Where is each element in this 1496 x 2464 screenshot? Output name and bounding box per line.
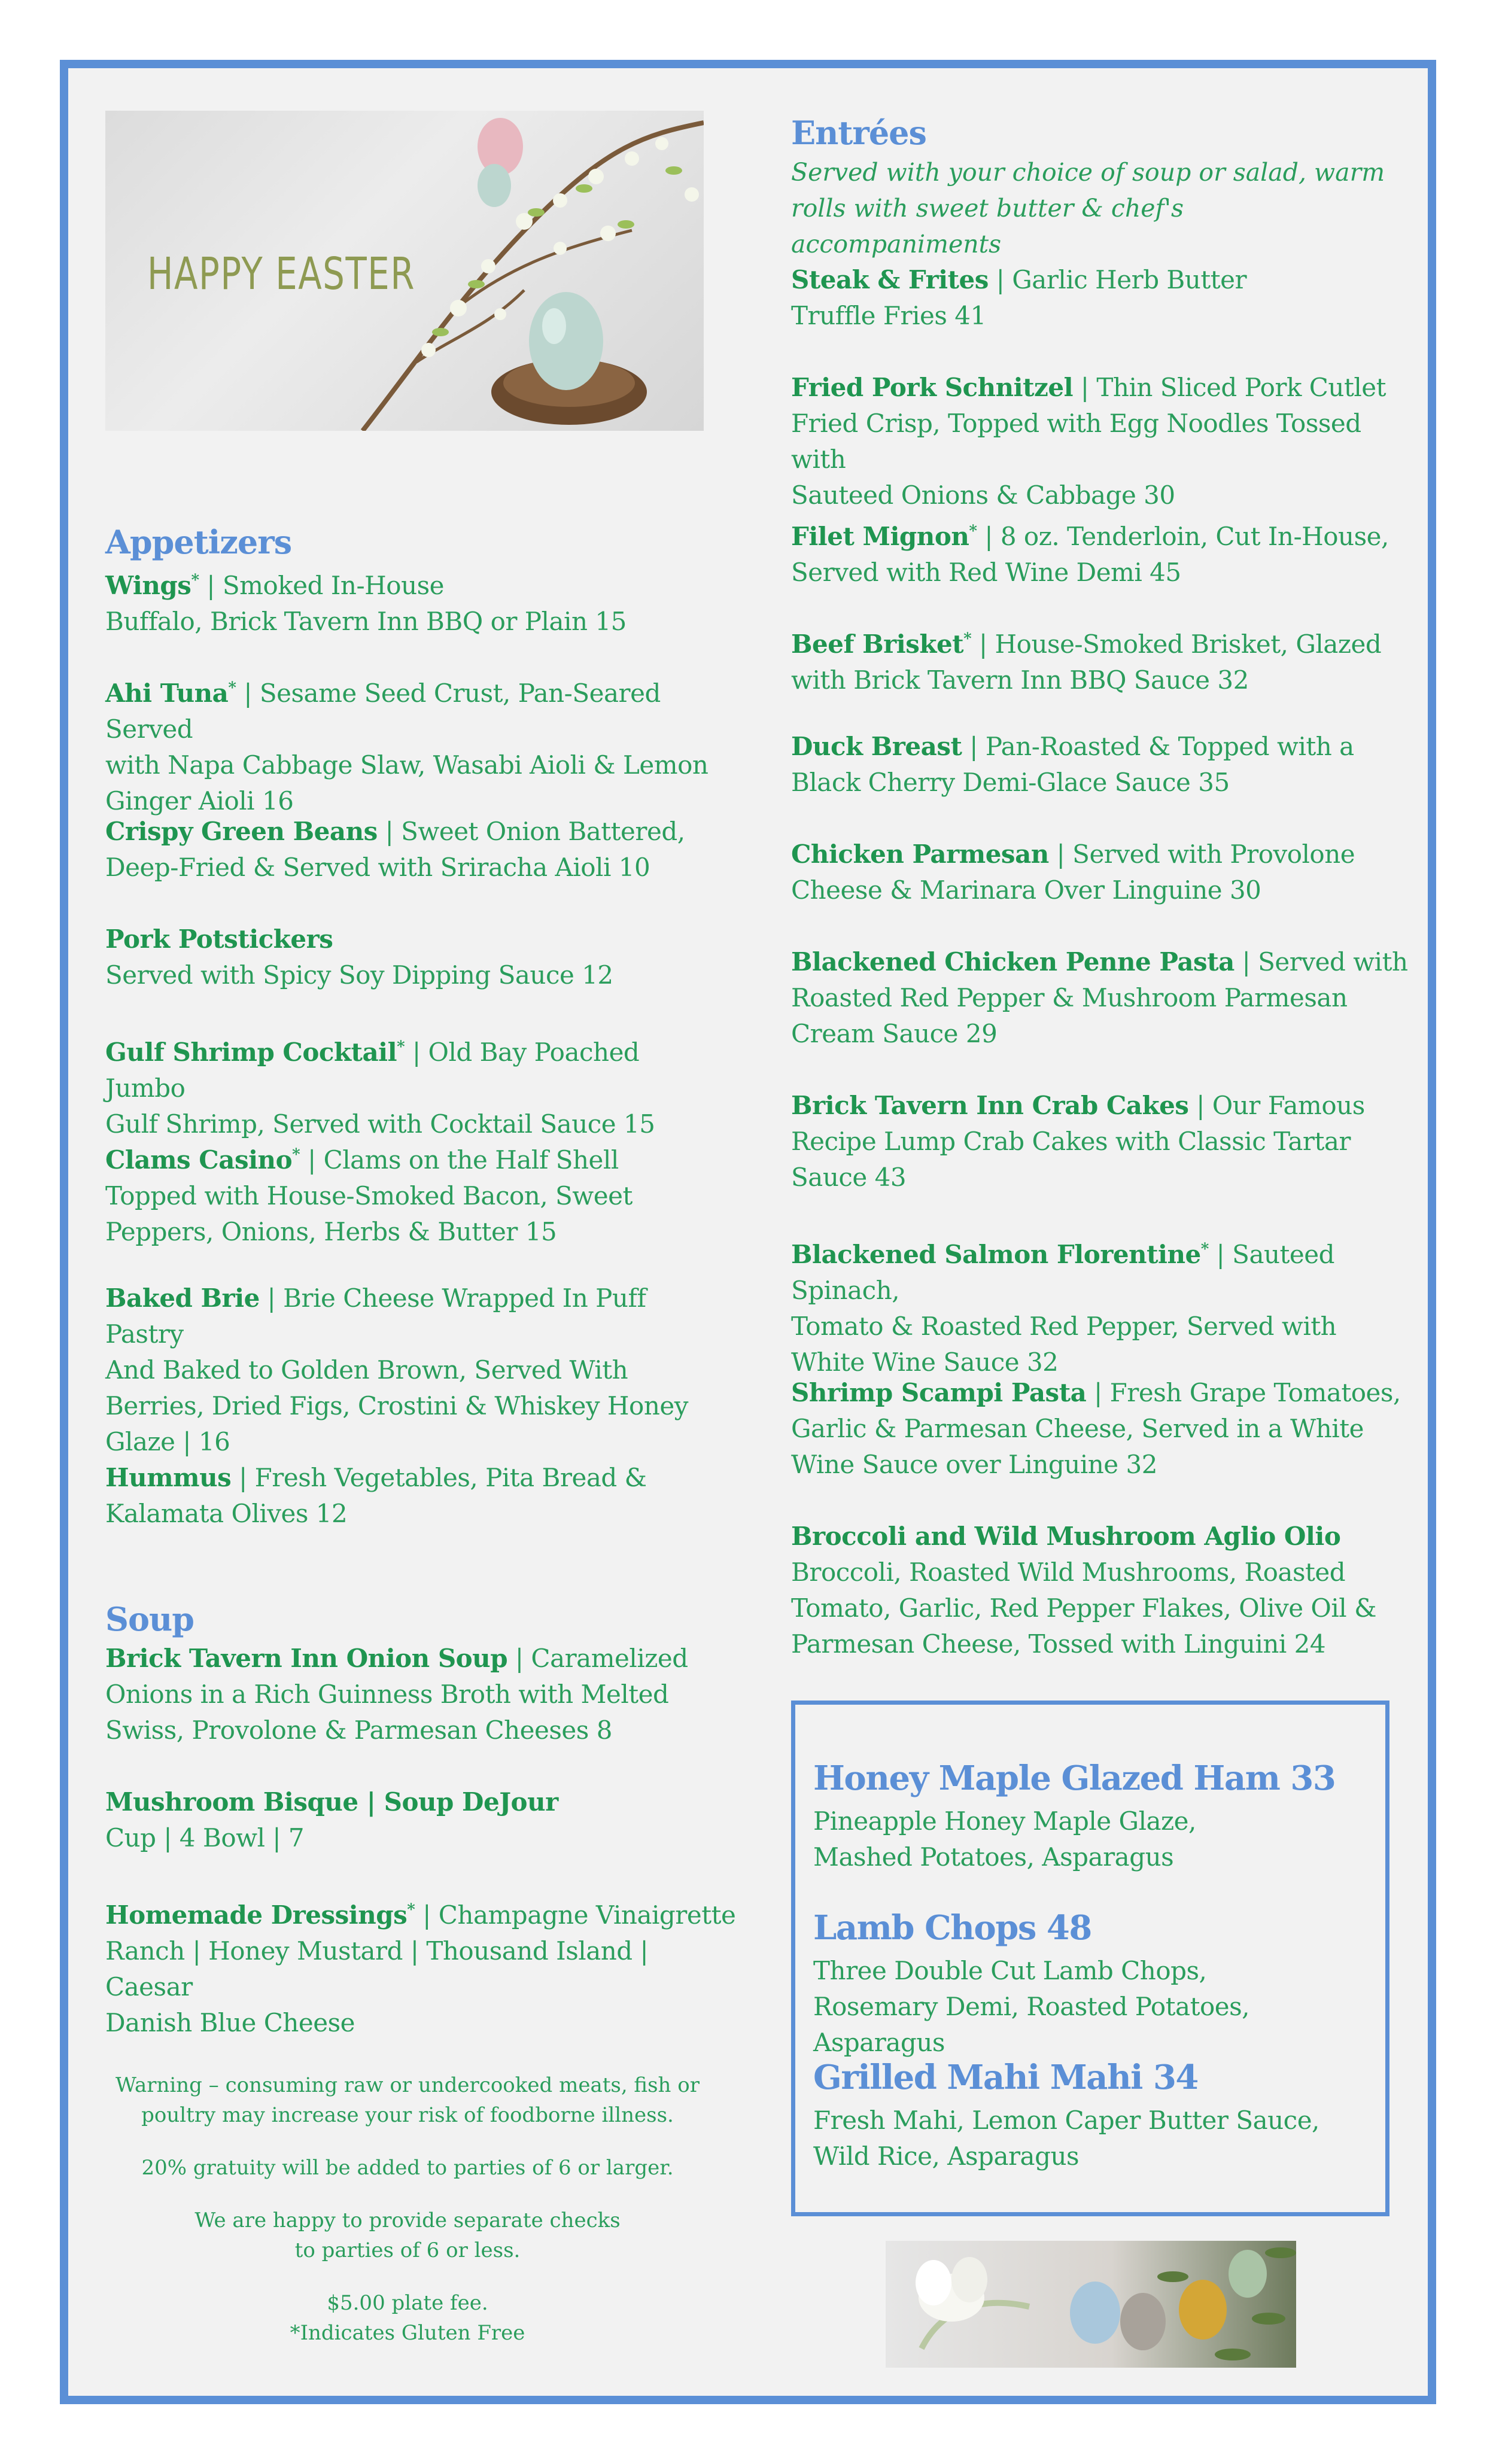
menu-item-chicken-penne-pasta: Blackened Chicken Penne Pasta | Served with Roasted Red Pepper & Mushroom Parmesan Cream Sauce 29 <box>791 947 1408 1048</box>
menu-item-gulf-shrimp-cocktail: Gulf Shrimp Cocktail* | Old Bay Poached Jumbo Gulf Shrimp, Served with Cocktail Sauce 15 <box>105 1038 655 1139</box>
menu-item-mushroom-bisque: Mushroom Bisque | Soup DeJour Cup | 4 Bowl | 7 <box>105 1787 558 1852</box>
menu-item-wings: Wings* | Smoked In-House Buffalo, Brick Tavern Inn BBQ or Plain 15 <box>105 571 627 636</box>
menu-item-ahi-tuna: Ahi Tuna* | Sesame Seed Crust, Pan-Seared Served with Napa Cabbage Slaw, Wasabi Aioli & Lemon Ginger Aioli 16 <box>105 679 709 816</box>
special-desc-mahi: Fresh Mahi, Lemon Caper Butter Sauce, Wild Rice, Asparagus <box>813 2106 1319 2171</box>
happy-easter-text: HAPPY EASTER <box>147 248 415 300</box>
menu-item-chicken-parmesan: Chicken Parmesan | Served with Provolone Cheese & Marinara Over Linguine 30 <box>791 839 1355 905</box>
easter-photo <box>105 111 704 431</box>
special-title-lamb: Lamb Chops 48 <box>813 1908 1091 1948</box>
easter-eggs-tulip-icon <box>886 2241 1296 2368</box>
menu-item-onion-soup: Brick Tavern Inn Onion Soup | Caramelized Onions in a Rich Guinness Broth with Melted Swiss, Provolone & Parmesan Cheeses 8 <box>105 1644 688 1745</box>
menu-item-hummus: Hummus | Fresh Vegetables, Pita Bread & Kalamata Olives 12 <box>105 1463 647 1528</box>
menu-item-duck-breast: Duck Breast | Pan-Roasted & Topped with a Black Cherry Demi-Glace Sauce 35 <box>791 732 1354 797</box>
menu-item-beef-brisket: Beef Brisket* | House-Smoked Brisket, Glazed with Brick Tavern Inn BBQ Sauce 32 <box>791 629 1382 695</box>
menu-item-crab-cakes: Brick Tavern Inn Crab Cakes | Our Famous Recipe Lump Crab Cakes with Classic Tartar Sauce 43 <box>791 1091 1365 1192</box>
menu-item-clams-casino: Clams Casino* | Clams on the Half Shell Topped with House-Smoked Bacon, Sweet Peppers, Onions, Herbs & Butter 15 <box>105 1145 633 1246</box>
special-title-ham: Honey Maple Glazed Ham 33 <box>813 1759 1336 1798</box>
gluten-free-note: *Indicates Gluten Free <box>290 2321 525 2345</box>
menu-notes <box>105 2070 710 2371</box>
warning-line-2: poultry may increase your risk of foodborne illness. <box>141 2103 674 2127</box>
menu-item-homemade-dressings: Homemade Dressings* | Champagne Vinaigrette Ranch | Honey Mustard | Thousand Island | Caesar Danish Blue Cheese <box>105 1900 736 2037</box>
easter-specials-box <box>791 1701 1389 2216</box>
entrees-title: Entrées <box>791 114 926 152</box>
menu-item-filet-mignon: Filet Mignon* | 8 oz. Tenderloin, Cut In-House, Served with Red Wine Demi 45 <box>791 522 1389 587</box>
special-title-mahi: Grilled Mahi Mahi 34 <box>813 2058 1198 2097</box>
menu-item-pork-potstickers: Pork Potstickers Served with Spicy Soy Dipping Sauce 12 <box>105 924 613 990</box>
special-desc-lamb: Three Double Cut Lamb Chops, Rosemary Demi, Roasted Potatoes, Asparagus <box>813 1956 1249 2057</box>
menu-item-baked-brie: Baked Brie | Brie Cheese Wrapped In Puff Pastry And Baked to Golden Brown, Served With Berries, Dried Figs, Crostini & Whiskey Honey Glaze | 16 <box>105 1283 688 1456</box>
warning-line-1: Warning – consuming raw or undercooked meats, fish or <box>115 2073 700 2097</box>
soup-title: Soup <box>105 1600 194 1638</box>
special-desc-ham: Pineapple Honey Maple Glaze, Mashed Potatoes, Asparagus <box>813 1806 1196 1872</box>
entrees-subtitle: Served with your choice of soup or salad, warm rolls with sweet butter & chef's accompaniments <box>791 158 1385 258</box>
checks-line-2: to parties of 6 or less. <box>294 2238 521 2262</box>
menu-item-pork-schnitzel: Fried Pork Schnitzel | Thin Sliced Pork Cutlet Fried Crisp, Topped with Egg Noodles Tossed with Sauteed Onions & Cabbage 30 <box>791 373 1386 510</box>
menu-item-shrimp-scampi: Shrimp Scampi Pasta | Fresh Grape Tomatoes, Garlic & Parmesan Cheese, Served in a White Wine Sauce over Linguine 32 <box>791 1378 1401 1479</box>
checks-line-1: We are happy to provide separate checks <box>194 2209 621 2232</box>
plate-fee-note: $5.00 plate fee. <box>327 2291 488 2315</box>
gratuity-note: 20% gratuity will be added to parties of 6 or larger. <box>141 2156 674 2180</box>
easter-eggs-photo <box>886 2241 1296 2368</box>
menu-item-aglio-olio: Broccoli and Wild Mushroom Aglio Olio Broccoli, Roasted Wild Mushrooms, Roasted Tomato, Garlic, Red Pepper Flakes, Olive Oil & Parmesan Cheese, Tossed with Linguini 24 <box>791 1522 1376 1659</box>
appetizers-title: Appetizers <box>105 523 292 561</box>
menu-item-steak-frites: Steak & Frites | Garlic Herb Butter Truffle Fries 41 <box>791 265 1247 330</box>
menu-item-crispy-green-beans: Crispy Green Beans | Sweet Onion Battered, Deep-Fried & Served with Sriracha Aioli 10 <box>105 817 685 882</box>
menu-item-salmon-florentine: Blackened Salmon Florentine* | Sauteed Spinach, Tomato & Roasted Red Pepper, Served with White Wine Sauce 32 <box>791 1240 1337 1377</box>
